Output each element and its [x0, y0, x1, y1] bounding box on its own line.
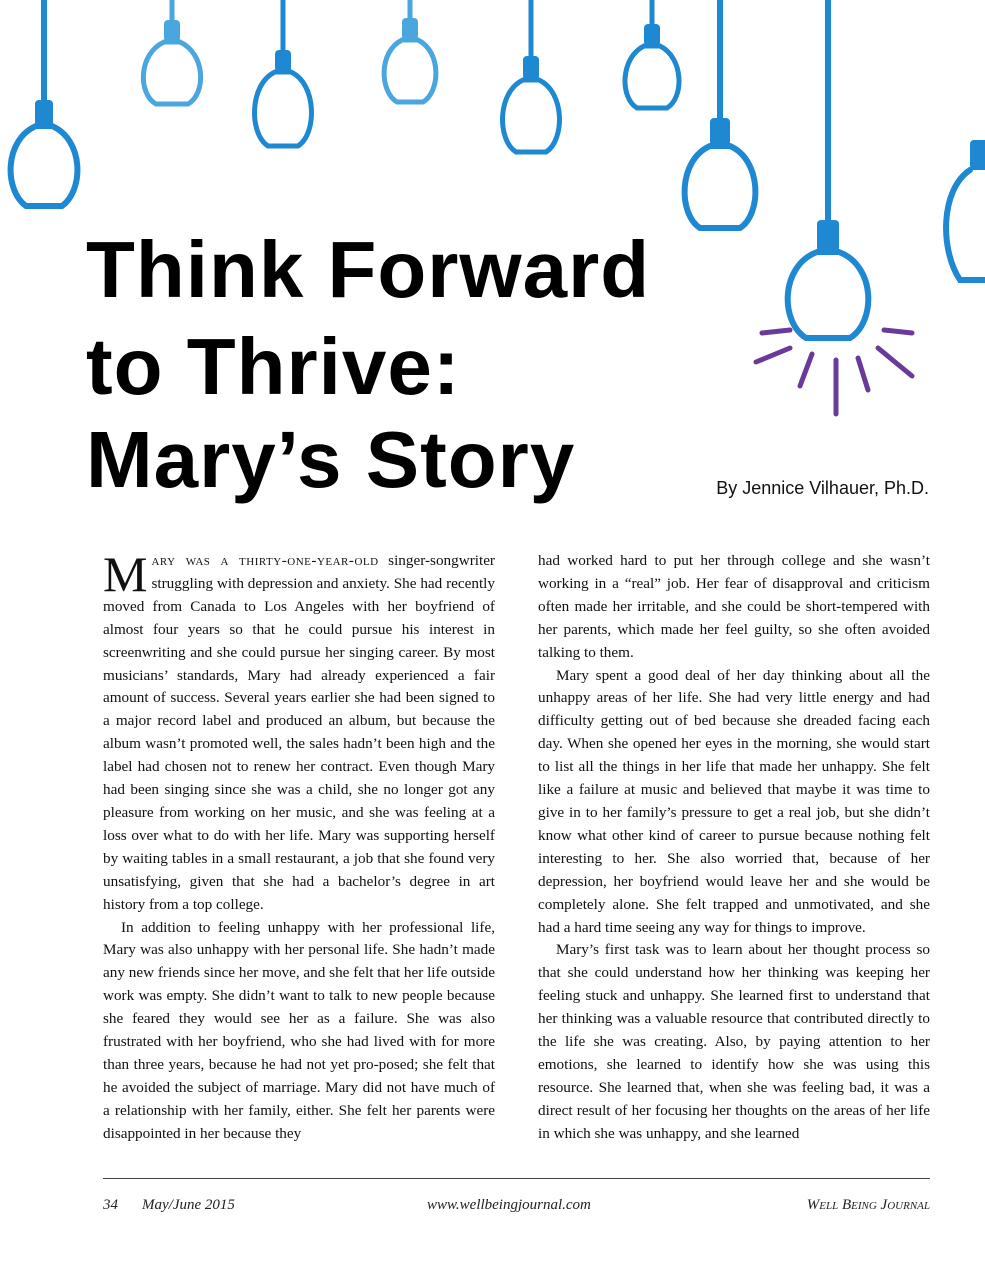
- lightbulb-icon: [946, 140, 985, 280]
- lightbulb-icon: [11, 0, 78, 206]
- body-paragraph: In addition to feeling unhappy with her professional life, Mary was also unhappy with her personal life. She hadn’t made any new friends since her move, and she felt that her life outside work was empty. She didn’t want to talk to new people because she feared they would see her as a failure. She was also frustrated with her boyfriend, who she had lived with for more than three years, because he had not yet pro-posed; she felt that he avoided the subject of marriage. Mary did not have much of a relationship with her family, either. She felt her parents were disappointed in her because they: [103, 918, 495, 1142]
- lightbulb-icon: [503, 0, 560, 152]
- drop-cap: M: [103, 546, 148, 602]
- text-column-right: [538, 550, 930, 1146]
- lightbulb-icon: [255, 0, 312, 146]
- text-column-left: [103, 546, 495, 1146]
- lightbulb-icon: [625, 0, 679, 108]
- paragraph-text: singer-songwriter struggling with depression and anxiety. She had recently moved from Canada to Los Angeles with her boyfriend of almost four years so that he could pursue his interest in screenwriting and she could pursue her singing career. By most musicians’ standards, Mary had already experienced a fair amount of success. Several years earlier she had been signed to a major record label and produced an album, but because the album wasn’t promoted well, the sales hadn’t been high and the label had chosen not to renew her contract. Even though Mary had been singing since she was a child, she no longer got any pleasure from working on her music, and she was feeling at a loss over what to do with her life. Mary was supporting herself by waiting tables in a small restaurant, a job that she found very unsatisfying, given that she had a bachelor’s degree in art history from a top college.: [103, 552, 495, 913]
- page-number: 34: [103, 1197, 118, 1213]
- author-byline: By Jennice Vilhauer, Ph.D.: [716, 478, 929, 498]
- footer-divider: [103, 1178, 930, 1179]
- body-paragraph: Mary’s first task was to learn about her thought process so that she could understand how her thinking was keeping her feeling stuck and unhappy. She learned first to understand that her thinking was a valuable resource that contributed directly to the life she was creating. Also, by paying attention to her emotions, she learned to identify how she was using this resource. She learned that, when she was feeling bad, it was a direct result of her focusing her thoughts on the areas of her life in which she was unhappy, and she learned: [538, 941, 930, 1142]
- lit-lightbulb-icon: [788, 0, 869, 338]
- issue-date: May/June 2015: [142, 1197, 235, 1213]
- light-rays-icon: [756, 330, 912, 414]
- journal-name: Well Being Journal: [806, 1197, 930, 1213]
- article-title-line-3: Mary’s Story: [86, 415, 576, 504]
- lead-in-text: ary was a thirty-one-year-old: [151, 552, 379, 569]
- lightbulb-icon: [384, 0, 436, 102]
- article-title-line-2: to Thrive:: [86, 322, 461, 411]
- journal-url: www.wellbeingjournal.com: [427, 1197, 591, 1213]
- body-paragraph: [103, 546, 495, 917]
- body-paragraph: had worked hard to put her through college and she wasn’t working in a “real” job. Her fear of disapproval and criticism often made her irritable, and she could be short-tempered with her parents, which made her feel guilty, so she often avoided talking to them.: [538, 552, 930, 661]
- body-paragraph: Mary spent a good deal of her day thinking about all the unhappy areas of her life. She had very little energy and had difficulty getting out of bed because she dreaded facing each day. When she opened her eyes in the morning, she would start to list all the things in her life that made her unhappy. She felt like a failure at music and believed that maybe it was time to give in to her family’s pressure to get a real job, but she didn’t know what other kind of career to pursue because nothing felt interesting to her. She also worried that, because of her depression, her boyfriend would leave her and she would be completely alone. She felt trapped and unmotivated, and she had a hard time seeing any way for things to improve.: [538, 666, 930, 936]
- lightbulb-icon: [685, 0, 756, 228]
- article-title-line-1: Think Forward: [86, 225, 651, 314]
- lightbulb-icon: [143, 0, 200, 104]
